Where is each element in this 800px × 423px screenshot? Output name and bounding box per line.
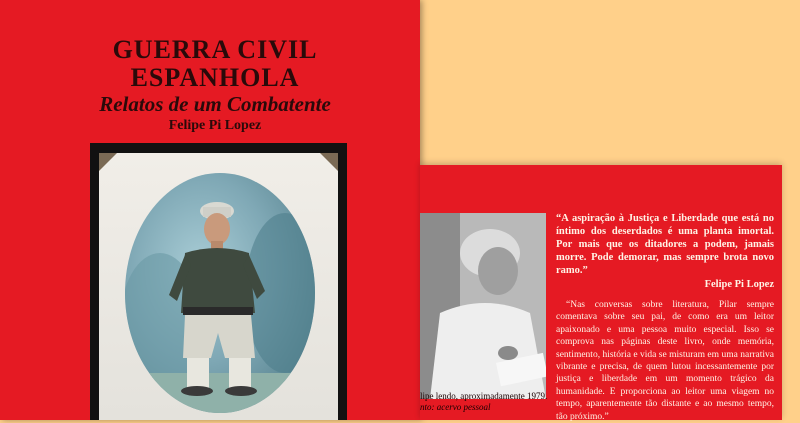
photo-frame (90, 143, 347, 420)
photo-mount (99, 153, 338, 420)
man-reading-illustration (420, 213, 546, 399)
photo-caption-credit: nto: acervo pessoal (420, 402, 491, 412)
man-reading-photo (420, 213, 546, 399)
photo-caption-text: lipe lendo, aproximadamente 1979. (420, 391, 548, 401)
back-cover (420, 165, 782, 420)
book-title (70, 36, 360, 92)
photo-corner-top-right (318, 153, 338, 173)
blurb-paragraph: “Nas conversas sobre literatura, Pilar sempre comentava sobre seu pai, de como era um leitor apaixonado e uma pessoa muito especial. Isso se comprova nas páginas deste livro, onde memória, sentimento, história e vida se misturam em uma narrativa vibrante e precisa, de quem lutou incessantemente por justiça e liberdade em um momento trágico da humanidade. E proporciona ao leitor uma viagem no tempo, aparentemente tão distante e ao mesmo tempo, tão próximo.” (556, 300, 774, 422)
author-quote: “A aspiração à Justiça e Liberdade que está no íntimo dos deserdados é uma planta imortal. Por mais que os ditadores a podem, jamais morre. Pode demorar, mas sempre brota novo ramo.” (556, 213, 774, 276)
book-subtitle: Relatos de um Combatente (99, 92, 331, 116)
soldier-portrait-image (125, 173, 315, 413)
photo-corner-top-left (99, 153, 119, 173)
quote-attribution: Felipe Pi Lopez (704, 279, 774, 290)
soldier-figure-illustration (125, 173, 315, 413)
book-title-line-1: GUERRA CIVIL (112, 35, 318, 64)
book-author: Felipe Pi Lopez (168, 118, 262, 133)
book-title-line-2: ESPANHOLA (130, 63, 300, 92)
photo-caption (420, 391, 548, 413)
